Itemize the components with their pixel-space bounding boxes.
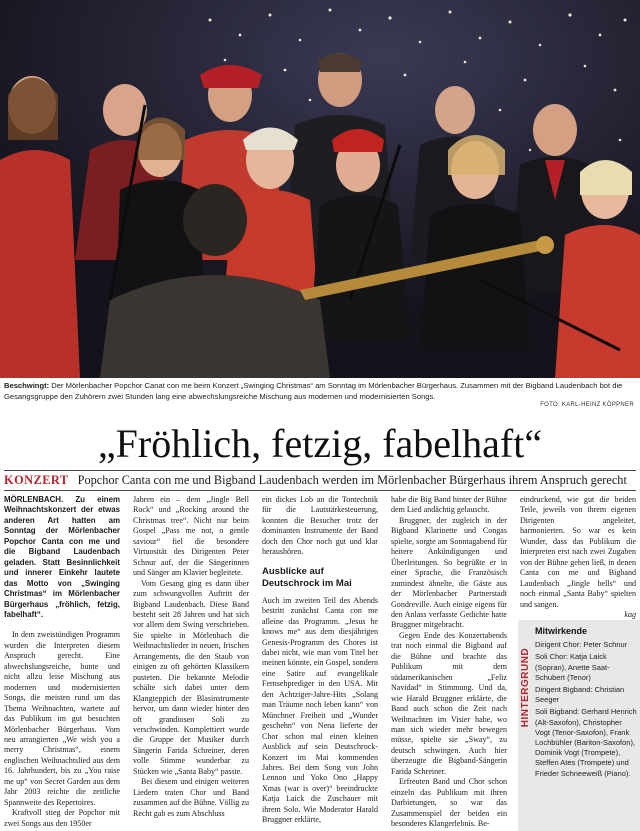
article-paragraph: habe die Big Band hinter der Bühne dem Lied andächtig gelauscht. xyxy=(391,495,507,515)
article-column-5 xyxy=(520,495,636,620)
photo-credit: FOTO: KARL-HEINZ KÖPPNER xyxy=(540,402,634,408)
article-column-3 xyxy=(262,495,378,826)
photo-caption xyxy=(4,381,636,402)
article-paragraph: Bei diesem und einigen weiteren Liedern traten Chor und Band zusammen auf die Bühne. Völlig zu Recht gab es zum Abschluss xyxy=(133,777,249,818)
article-column-2 xyxy=(133,495,249,819)
article-paragraph: Bruggner, der zugleich in der Bigband Klarinette und Congas spielte, sorgte am Sonntagabend für heitere Ankündigungen und Überleitungen. So begrüßte er in einer Sprache, die Französisch zumindest ähnelte, die Gäste aus der Mörlenbacher Partnerstadt Gondreville. Auch einige eigens für den Anlass verfasste Gedichte hatte Bruggner mitgebracht. xyxy=(391,515,507,630)
article-paragraph: Erfreuten Band und Chor schon einzeln das Publikum mit ihren Darbietungen, so war das Zusammenspiel der beiden ein besonderes Klangerlebnis. Be- xyxy=(391,777,507,829)
choir-photo xyxy=(0,0,640,378)
article-paragraph: Jahren ein – dem „Jingle Bell Rock“ und „Rocking around the Christmas tree“. Nicht nur beim Gospel „Pass me not, o gentle saviour“ fiel die besondere Virtuosität des Dirigenten Peter Schnur auf, der die Sängerinnen und Sänger am Klavier begleitete. xyxy=(133,495,249,578)
article-lead: MÖRLENBACH. Zu einem Weihnachtskonzert der etwas anderen Art hatten am Sonntag der Mörlenbacher Popchor Canta con me und die Bigband Laudenbach geladen. Statt Besinnlichkeit und innerer Einkehr lautete das Motto von „Swinging Christmas“ im Mörlenbacher Bürgerhaus „fröhlich, fetzig, fabelhaft“. xyxy=(4,495,120,619)
author-signature: kag xyxy=(624,609,636,619)
article-subheadline: Popchor Canta con me und Bigband Laudenbach werden im Mörlenbacher Bürgerhaus ihrem Anspruch gerecht xyxy=(77,473,627,487)
article-column-4 xyxy=(391,495,507,830)
article-column-1 xyxy=(4,495,120,829)
infobox-title: Mitwirkende xyxy=(535,626,588,636)
infobox-side-label xyxy=(518,620,533,831)
choir-photo-illustration xyxy=(0,0,640,378)
article-paragraph: Auch im zweiten Teil des Abends bestritt zunächst Canta con me alleine das Programm. „Jesus he knows me“ aus dem diesjährigen Genesis-Programm des Chores ist dabei nicht, wie man vom Titel her meinen könnte, ein Gospel, sondern eine Satire auf evangelikale Fernsehprediger in den USA. Mit den Achtziger-Jahre-Hits „Solang man Träume noch leben kann“ von Münchner Freiheit und „Wunder geschehn“ von Nena lieferte der Chor schon mal einen kleinen Ausblick auf sein Deutschrock-Konzert im Mai kommenden Jahres. Bei dem Song von John Lennon und Yoko Ono „Happy Xmas (war is over)“ beeindruckte Katja Laick die Zuschauer mit ihrem Solo. Wie Moderator Harald Bruggner erklärte, xyxy=(262,595,378,825)
infobox-item: Soli Chor: Katja Laick (Sopran), Anette Saat-Schubert (Tenor) xyxy=(535,652,610,682)
article-paragraph: Gegen Ende des Konzertabends trat noch einmal die Bigband auf die Bühne und brachte das Publikum mit dem südamerikanischen „Feliz Navidad“ in Stimmung. Und da, wie Harald Bruggner erklärte, die Band auch schon die Zeit nach Weihnachten im Visier habe, wo man sich wieder mehr bewegen müsse, spielte sie „Sway“, zu deutsch schwingen. Auch hier überzeugte die Bigband-Sängerin Farida Schreiner. xyxy=(391,630,507,776)
subheadline-rule xyxy=(4,490,636,491)
infobox-item: Dirigent Chor: Peter Schnur xyxy=(535,640,628,650)
article-paragraph: eindruckend, wie gut die beiden Teile, jeweils von ihrem eigenen Dirigenten angeleitet, harmonierten. So war es kein Wunder, dass das Publikum die Interpreten erst nach zwei Zugaben von der Bühne gehen ließ, in denen Canta con me und Bigband Laudenbach „Jingle bells“ und noch einmal „Santa Baby“ spielten und sangen. xyxy=(520,495,636,609)
caption-text: Der Mörlenbacher Popchor Canat con me beim Konzert „Swinging Christmas“ am Sonntag im Mörlenbacher Bürgerhaus. Zusammen mit der Bigband Laudenbach bot die Gesangsgruppe den Zuhörern zwei Stunden lang eine abwechslungsreiche Mischung aus modernen und modernisierten Songs. xyxy=(4,381,623,401)
article-subheadline-line xyxy=(4,473,640,488)
article-paragraph: In dem zweistündigen Programm wurden die Interpreten diesem Anspruch gerecht. Eine abwechslungsreiche, bunte und nicht allzu leise Mischung aus modernen und modernisierten Songs, die meisten rund um das Thema Weihnachten, wartete auf das Publikum im gut besuchten Mörlenbacher Bürgerhaus. Vom neu arrangierten „We wish you a merry Christmas“, einem englischen Weihnachtslied aus dem 16. Jahrhundert, bis zu „You raise me up“ von Secret Garden aus dem Jahr 2003 reichte die zeitliche Spannweite des Repertoires. xyxy=(4,630,120,807)
article-paragraph: Vom Gesang ging es dann über zum schwungvollen Auftritt der Bigband Laudenbach. Diese Band besteht seit 28 Jahren und hat sich vor allem dem Swing verschrieben. Sie spielte in Mörlenbach die Weihnachtslieder in neuen, frischen Arrangements, die den Staub von einigen zu oft gehörten Klassikern pusteten. Die bekannte Melodie schälte sich dabei unter dem Klangteppich der Blasinstrumente hervor, um dann wieder hinter den oft grandiosen Soli zu verschwinden. Komplettiert wurde die Gruppe der Musiker durch Sängerin Farida Schreiner, deren volle Stimme wunderbar zu Stücken wie „Santa Baby“ passte. xyxy=(133,578,249,776)
article-paragraph: Kraftvoll stieg der Popchor mit zwei Songs aus den 1950er xyxy=(4,808,120,828)
infobox-item: Dirigent Bigband: Christian Seeger xyxy=(535,685,625,705)
headline-rule xyxy=(4,470,636,471)
infobox-content xyxy=(535,626,638,781)
infobox-item: Soli Bigband: Gerhard Henrich (Alt-Saxofon), Christopher Vogt (Tenor-Saxofon), Frank Lochbühler (Bariton-Saxofon), Dominik Vogt (Trompete), Steffen Ates (Trompete) und Frieder Schneeweiß (Piano). xyxy=(535,707,637,778)
article-headline: „Fröhlich, fetzig, fabelhaft“ xyxy=(97,421,543,466)
article-paragraph: ein dickes Lob an die Tontechnik für die Lautstärkesteuerung, konnten die Besucher trotz der dominanten Instrumente der Band doch den Chor noch gut und klar heraushören. xyxy=(262,495,378,557)
background-infobox xyxy=(518,620,640,831)
article-kicker: KONZERT xyxy=(4,473,69,487)
caption-lead: Beschwingt: xyxy=(4,381,50,390)
article-subheading: Ausblicke auf Deutschrock im Mai xyxy=(262,565,352,589)
infobox-category: HINTERGRUND xyxy=(520,647,532,728)
